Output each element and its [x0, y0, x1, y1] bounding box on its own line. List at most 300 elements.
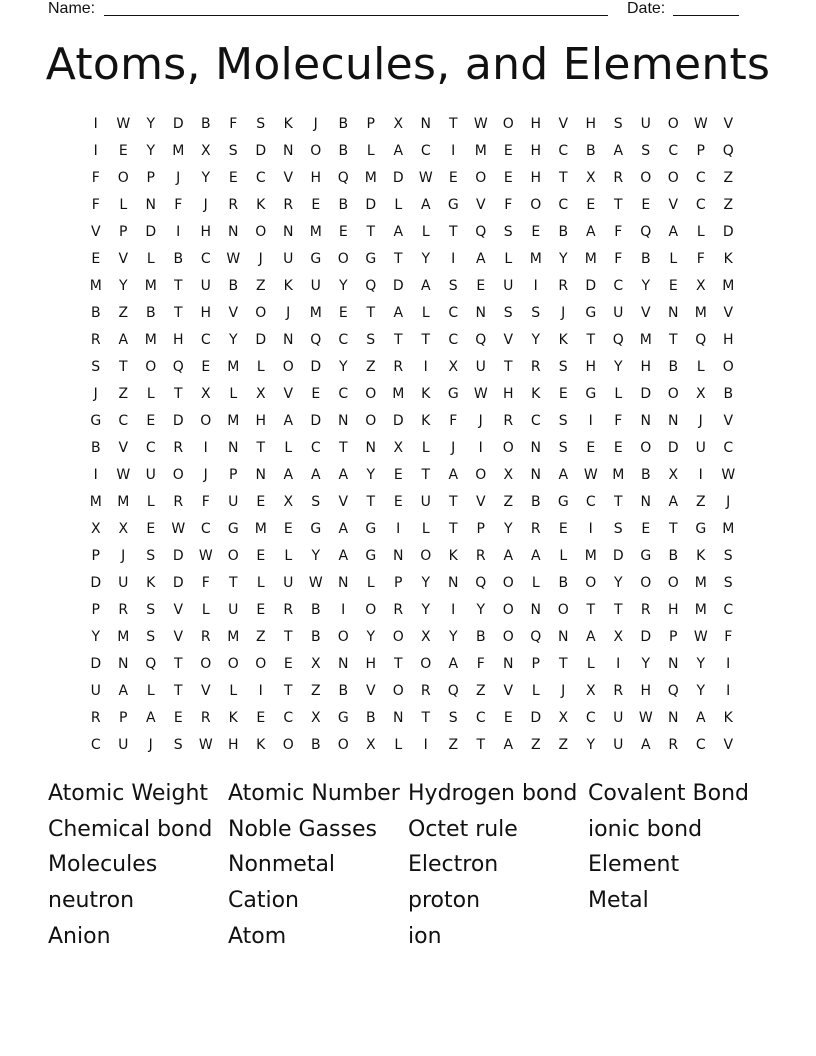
grid-cell[interactable]: G [90, 413, 102, 429]
grid-cell[interactable]: Q [475, 224, 487, 240]
grid-cell[interactable]: W [116, 116, 131, 132]
grid-cell[interactable]: R [393, 602, 404, 618]
grid-cell[interactable]: D [640, 386, 652, 402]
grid-cell[interactable]: U [475, 359, 486, 375]
grid-cell[interactable]: D [640, 629, 652, 645]
grid-cell[interactable]: N [640, 413, 651, 429]
grid-cell[interactable]: B [310, 737, 321, 753]
grid-cell[interactable]: O [502, 575, 514, 591]
grid-cell[interactable]: C [613, 278, 624, 294]
grid-cell[interactable]: K [696, 548, 706, 564]
grid-cell[interactable]: E [531, 224, 541, 240]
grid-cell[interactable]: S [641, 143, 651, 159]
grid-cell[interactable]: A [585, 224, 596, 240]
grid-cell[interactable]: C [558, 143, 569, 159]
grid-cell[interactable]: L [696, 224, 705, 240]
grid-cell[interactable]: N [393, 548, 404, 564]
grid-cell[interactable]: E [641, 521, 651, 537]
grid-cell[interactable]: O [200, 413, 212, 429]
grid-cell[interactable]: O [255, 224, 267, 240]
grid-cell[interactable]: M [117, 494, 130, 510]
grid-cell[interactable]: K [531, 386, 541, 402]
grid-cell[interactable]: O [282, 359, 294, 375]
grid-cell[interactable]: V [475, 197, 486, 213]
grid-cell[interactable]: H [200, 305, 212, 321]
grid-cell[interactable]: E [476, 278, 486, 294]
grid-cell[interactable]: C [558, 197, 569, 213]
grid-cell[interactable]: L [531, 575, 540, 591]
grid-cell[interactable]: K [723, 710, 733, 726]
grid-cell[interactable]: S [613, 521, 623, 537]
grid-cell[interactable]: T [668, 521, 678, 537]
grid-cell[interactable]: A [668, 224, 679, 240]
grid-cell[interactable]: T [338, 440, 348, 456]
grid-cell[interactable]: L [614, 386, 623, 402]
grid-cell[interactable]: J [313, 116, 318, 132]
grid-cell[interactable]: A [475, 251, 486, 267]
grid-cell[interactable]: Y [503, 521, 513, 537]
grid-cell[interactable]: O [172, 467, 184, 483]
grid-cell[interactable]: E [311, 386, 321, 402]
grid-cell[interactable]: N [668, 710, 679, 726]
grid-cell[interactable]: S [723, 575, 733, 591]
grid-cell[interactable]: V [173, 602, 184, 618]
grid-cell[interactable]: U [310, 278, 321, 294]
grid-cell[interactable]: O [585, 575, 597, 591]
grid-cell[interactable]: J [478, 413, 483, 429]
grid-cell[interactable]: T [448, 494, 458, 510]
grid-cell[interactable]: D [255, 332, 267, 348]
grid-cell[interactable]: M [117, 629, 130, 645]
grid-cell[interactable]: Y [476, 602, 486, 618]
grid-cell[interactable]: L [146, 251, 155, 267]
grid-cell[interactable]: P [394, 575, 403, 591]
grid-cell[interactable]: L [284, 440, 293, 456]
grid-cell[interactable]: R [558, 278, 569, 294]
grid-cell[interactable]: T [613, 494, 623, 510]
grid-cell[interactable]: O [255, 305, 267, 321]
grid-cell[interactable]: Z [530, 737, 541, 753]
grid-cell[interactable]: U [503, 278, 514, 294]
grid-cell[interactable]: E [641, 197, 651, 213]
grid-cell[interactable]: F [91, 170, 100, 186]
grid-cell[interactable]: N [530, 467, 541, 483]
grid-cell[interactable]: M [144, 278, 157, 294]
grid-cell[interactable]: E [613, 440, 623, 456]
grid-cell[interactable]: C [200, 521, 211, 537]
grid-cell[interactable]: R [90, 710, 101, 726]
grid-cell[interactable]: B [90, 305, 101, 321]
grid-cell[interactable]: O [667, 116, 679, 132]
grid-cell[interactable]: F [201, 575, 210, 591]
grid-cell[interactable]: J [176, 170, 181, 186]
grid-cell[interactable]: A [393, 143, 404, 159]
grid-cell[interactable]: I [478, 440, 483, 456]
grid-cell[interactable]: U [613, 710, 624, 726]
grid-cell[interactable]: O [667, 575, 679, 591]
grid-cell[interactable]: U [283, 251, 294, 267]
grid-cell[interactable]: T [586, 332, 596, 348]
grid-cell[interactable]: K [228, 710, 238, 726]
grid-cell[interactable]: V [228, 305, 239, 321]
grid-cell[interactable]: L [201, 602, 210, 618]
grid-cell[interactable]: O [640, 575, 652, 591]
grid-cell[interactable]: T [421, 332, 431, 348]
grid-cell[interactable]: V [668, 197, 679, 213]
grid-cell[interactable]: C [145, 440, 156, 456]
grid-cell[interactable]: K [558, 332, 568, 348]
grid-cell[interactable]: O [392, 629, 404, 645]
grid-cell[interactable]: U [90, 683, 101, 699]
grid-cell[interactable]: N [283, 224, 294, 240]
grid-cell[interactable]: A [585, 629, 596, 645]
grid-cell[interactable]: T [366, 224, 376, 240]
grid-cell[interactable]: G [640, 548, 652, 564]
grid-cell[interactable]: H [585, 359, 597, 375]
grid-cell[interactable]: X [613, 629, 624, 645]
grid-cell[interactable]: E [91, 251, 101, 267]
grid-cell[interactable]: C [585, 710, 596, 726]
grid-cell[interactable]: I [451, 143, 456, 159]
grid-cell[interactable]: U [613, 305, 624, 321]
grid-cell[interactable]: V [503, 683, 514, 699]
grid-cell[interactable]: S [311, 494, 321, 510]
grid-cell[interactable]: F [476, 656, 485, 672]
grid-cell[interactable]: V [90, 224, 101, 240]
grid-cell[interactable]: Q [475, 332, 487, 348]
grid-cell[interactable]: L [366, 575, 375, 591]
grid-cell[interactable]: M [694, 305, 707, 321]
grid-cell[interactable]: N [228, 224, 239, 240]
grid-cell[interactable]: Q [447, 683, 459, 699]
grid-cell[interactable]: Z [118, 386, 129, 402]
grid-cell[interactable]: F [724, 629, 733, 645]
grid-cell[interactable]: L [146, 683, 155, 699]
grid-cell[interactable]: H [255, 413, 267, 429]
grid-cell[interactable]: I [423, 737, 428, 753]
grid-cell[interactable]: D [365, 197, 377, 213]
grid-cell[interactable]: M [529, 251, 542, 267]
grid-cell[interactable]: M [364, 170, 377, 186]
grid-cell[interactable]: H [722, 332, 734, 348]
grid-cell[interactable]: J [93, 386, 98, 402]
grid-cell[interactable]: Z [558, 737, 569, 753]
grid-cell[interactable]: V [558, 116, 569, 132]
grid-cell[interactable]: W [693, 629, 708, 645]
grid-cell[interactable]: B [310, 629, 321, 645]
grid-cell[interactable]: C [723, 602, 734, 618]
grid-cell[interactable]: L [119, 197, 128, 213]
grid-cell[interactable]: D [392, 413, 404, 429]
grid-cell[interactable]: R [420, 683, 431, 699]
grid-cell[interactable]: C [283, 710, 294, 726]
grid-cell[interactable]: T [393, 656, 403, 672]
grid-cell[interactable]: T [393, 251, 403, 267]
grid-cell[interactable]: X [585, 683, 596, 699]
grid-cell[interactable]: F [201, 494, 210, 510]
grid-cell[interactable]: Y [696, 683, 706, 699]
grid-cell[interactable]: M [639, 332, 652, 348]
grid-cell[interactable]: A [503, 548, 514, 564]
grid-cell[interactable]: E [256, 602, 266, 618]
grid-cell[interactable]: R [90, 332, 101, 348]
grid-cell[interactable]: S [173, 737, 183, 753]
grid-cell[interactable]: B [475, 629, 486, 645]
grid-cell[interactable]: Z [723, 170, 734, 186]
grid-cell[interactable]: B [338, 143, 349, 159]
grid-cell[interactable]: O [227, 548, 239, 564]
grid-cell[interactable]: T [421, 467, 431, 483]
date-input-line[interactable] [673, 15, 739, 16]
grid-cell[interactable]: E [668, 278, 678, 294]
grid-cell[interactable]: M [392, 386, 405, 402]
grid-cell[interactable]: A [338, 548, 349, 564]
grid-cell[interactable]: W [198, 737, 213, 753]
grid-cell[interactable]: N [530, 602, 541, 618]
grid-cell[interactable]: H [227, 737, 239, 753]
grid-cell[interactable]: X [668, 467, 679, 483]
grid-cell[interactable]: S [613, 116, 623, 132]
grid-cell[interactable]: L [531, 683, 540, 699]
grid-cell[interactable]: L [669, 251, 678, 267]
grid-cell[interactable]: M [254, 521, 267, 537]
grid-cell[interactable]: C [668, 143, 679, 159]
grid-cell[interactable]: L [229, 386, 238, 402]
grid-cell[interactable]: T [476, 737, 486, 753]
grid-cell[interactable]: P [91, 602, 100, 618]
grid-cell[interactable]: H [667, 602, 679, 618]
grid-cell[interactable]: E [503, 143, 513, 159]
grid-cell[interactable]: T [503, 359, 513, 375]
grid-cell[interactable]: Z [310, 683, 321, 699]
grid-cell[interactable]: W [116, 467, 131, 483]
grid-cell[interactable]: H [530, 170, 542, 186]
grid-cell[interactable]: V [723, 305, 734, 321]
grid-cell[interactable]: F [229, 116, 238, 132]
grid-cell[interactable]: O [557, 602, 569, 618]
grid-cell[interactable]: O [337, 737, 349, 753]
grid-cell[interactable]: L [256, 575, 265, 591]
grid-cell[interactable]: W [638, 710, 653, 726]
grid-cell[interactable]: Y [586, 737, 596, 753]
grid-cell[interactable]: W [473, 116, 488, 132]
grid-cell[interactable]: K [723, 251, 733, 267]
grid-cell[interactable]: F [614, 224, 623, 240]
grid-cell[interactable]: J [148, 737, 153, 753]
grid-cell[interactable]: Q [365, 278, 377, 294]
grid-cell[interactable]: V [173, 629, 184, 645]
grid-cell[interactable]: O [420, 656, 432, 672]
grid-cell[interactable]: N [338, 575, 349, 591]
grid-cell[interactable]: A [393, 224, 404, 240]
grid-cell[interactable]: E [256, 710, 266, 726]
grid-cell[interactable]: Z [255, 629, 266, 645]
grid-cell[interactable]: C [420, 143, 431, 159]
grid-cell[interactable]: Q [612, 332, 624, 348]
grid-cell[interactable]: E [586, 197, 596, 213]
grid-cell[interactable]: D [172, 116, 184, 132]
grid-cell[interactable]: M [309, 305, 322, 321]
grid-cell[interactable]: B [228, 278, 239, 294]
grid-cell[interactable]: R [530, 521, 541, 537]
grid-cell[interactable]: N [338, 413, 349, 429]
grid-cell[interactable]: T [366, 305, 376, 321]
grid-cell[interactable]: K [256, 737, 266, 753]
grid-cell[interactable]: H [365, 656, 377, 672]
grid-cell[interactable]: M [722, 278, 735, 294]
grid-cell[interactable]: A [338, 467, 349, 483]
grid-cell[interactable]: X [90, 521, 101, 537]
grid-cell[interactable]: T [283, 683, 293, 699]
grid-cell[interactable]: O [117, 170, 129, 186]
grid-cell[interactable]: R [530, 359, 541, 375]
grid-cell[interactable]: I [93, 467, 98, 483]
grid-cell[interactable]: X [558, 710, 569, 726]
grid-cell[interactable]: T [173, 278, 183, 294]
grid-cell[interactable]: M [172, 143, 185, 159]
grid-cell[interactable]: W [418, 170, 433, 186]
grid-cell[interactable]: A [283, 467, 294, 483]
grid-cell[interactable]: P [119, 224, 128, 240]
grid-cell[interactable]: Q [530, 629, 542, 645]
grid-cell[interactable]: O [502, 602, 514, 618]
grid-cell[interactable]: R [613, 170, 624, 186]
grid-cell[interactable]: A [283, 413, 294, 429]
grid-cell[interactable]: H [530, 143, 542, 159]
grid-cell[interactable]: I [726, 683, 731, 699]
grid-cell[interactable]: F [614, 251, 623, 267]
grid-cell[interactable]: O [310, 143, 322, 159]
grid-cell[interactable]: D [172, 548, 184, 564]
grid-cell[interactable]: M [227, 629, 240, 645]
grid-cell[interactable]: G [585, 386, 597, 402]
grid-cell[interactable]: Y [91, 629, 101, 645]
grid-cell[interactable]: L [421, 521, 430, 537]
grid-cell[interactable]: N [255, 467, 266, 483]
grid-cell[interactable]: R [613, 683, 624, 699]
grid-cell[interactable]: F [91, 197, 100, 213]
grid-cell[interactable]: L [504, 251, 513, 267]
grid-cell[interactable]: J [258, 251, 263, 267]
grid-cell[interactable]: Y [421, 575, 431, 591]
grid-cell[interactable]: S [503, 224, 513, 240]
grid-cell[interactable]: V [365, 683, 376, 699]
grid-cell[interactable]: S [531, 305, 541, 321]
grid-cell[interactable]: T [448, 116, 458, 132]
grid-cell[interactable]: E [311, 197, 321, 213]
grid-cell[interactable]: R [283, 602, 294, 618]
grid-cell[interactable]: R [200, 629, 211, 645]
grid-cell[interactable]: D [145, 224, 157, 240]
grid-cell[interactable]: K [283, 116, 293, 132]
grid-cell[interactable]: P [696, 143, 705, 159]
grid-cell[interactable]: S [146, 548, 156, 564]
grid-cell[interactable]: N [283, 143, 294, 159]
grid-cell[interactable]: Y [696, 656, 706, 672]
grid-cell[interactable]: B [585, 143, 596, 159]
grid-cell[interactable]: T [256, 440, 266, 456]
grid-cell[interactable]: P [229, 467, 238, 483]
grid-cell[interactable]: C [338, 332, 349, 348]
grid-cell[interactable]: O [420, 548, 432, 564]
grid-cell[interactable]: M [584, 548, 597, 564]
grid-cell[interactable]: H [172, 332, 184, 348]
grid-cell[interactable]: G [337, 710, 349, 726]
grid-cell[interactable]: E [503, 710, 513, 726]
grid-cell[interactable]: A [118, 683, 129, 699]
grid-cell[interactable]: A [338, 521, 349, 537]
grid-cell[interactable]: B [200, 116, 211, 132]
grid-cell[interactable]: Q [145, 656, 157, 672]
grid-cell[interactable]: A [118, 332, 129, 348]
grid-cell[interactable]: I [588, 521, 593, 537]
grid-cell[interactable]: E [256, 494, 266, 510]
grid-cell[interactable]: D [612, 548, 624, 564]
grid-cell[interactable]: N [228, 440, 239, 456]
grid-cell[interactable]: N [145, 197, 156, 213]
grid-cell[interactable]: I [341, 602, 346, 618]
grid-cell[interactable]: W [171, 521, 186, 537]
grid-cell[interactable]: R [283, 197, 294, 213]
grid-cell[interactable]: Q [475, 575, 487, 591]
grid-cell[interactable]: D [310, 359, 322, 375]
grid-cell[interactable]: N [118, 656, 129, 672]
grid-cell[interactable]: E [503, 170, 513, 186]
grid-cell[interactable]: X [585, 170, 596, 186]
grid-cell[interactable]: E [558, 521, 568, 537]
grid-cell[interactable]: Y [421, 602, 431, 618]
grid-cell[interactable]: O [530, 197, 542, 213]
grid-cell[interactable]: E [283, 521, 293, 537]
grid-cell[interactable]: T [393, 332, 403, 348]
grid-cell[interactable]: E [338, 224, 348, 240]
grid-cell[interactable]: E [228, 170, 238, 186]
grid-cell[interactable]: T [173, 305, 183, 321]
grid-cell[interactable]: M [584, 251, 597, 267]
grid-cell[interactable]: O [502, 629, 514, 645]
grid-cell[interactable]: O [502, 116, 514, 132]
grid-cell[interactable]: I [203, 440, 208, 456]
grid-cell[interactable]: J [203, 467, 208, 483]
grid-cell[interactable]: Y [311, 548, 321, 564]
grid-cell[interactable]: C [695, 737, 706, 753]
grid-cell[interactable]: T [228, 575, 238, 591]
grid-cell[interactable]: G [227, 521, 239, 537]
grid-cell[interactable]: E [393, 494, 403, 510]
grid-cell[interactable]: M [474, 143, 487, 159]
grid-cell[interactable]: Y [531, 332, 541, 348]
grid-cell[interactable]: L [696, 359, 705, 375]
grid-cell[interactable]: O [392, 683, 404, 699]
grid-cell[interactable]: J [726, 494, 731, 510]
grid-cell[interactable]: A [558, 467, 569, 483]
grid-cell[interactable]: C [448, 305, 459, 321]
grid-cell[interactable]: Q [337, 170, 349, 186]
grid-cell[interactable]: E [201, 359, 211, 375]
grid-cell[interactable]: C [200, 332, 211, 348]
grid-cell[interactable]: V [475, 494, 486, 510]
grid-cell[interactable]: R [173, 494, 184, 510]
grid-cell[interactable]: I [533, 278, 538, 294]
grid-cell[interactable]: L [421, 305, 430, 321]
grid-cell[interactable]: D [722, 224, 734, 240]
grid-cell[interactable]: T [173, 386, 183, 402]
grid-cell[interactable]: W [721, 467, 736, 483]
grid-cell[interactable]: D [310, 413, 322, 429]
grid-cell[interactable]: A [145, 710, 156, 726]
grid-cell[interactable]: K [421, 413, 431, 429]
grid-cell[interactable]: G [365, 548, 377, 564]
